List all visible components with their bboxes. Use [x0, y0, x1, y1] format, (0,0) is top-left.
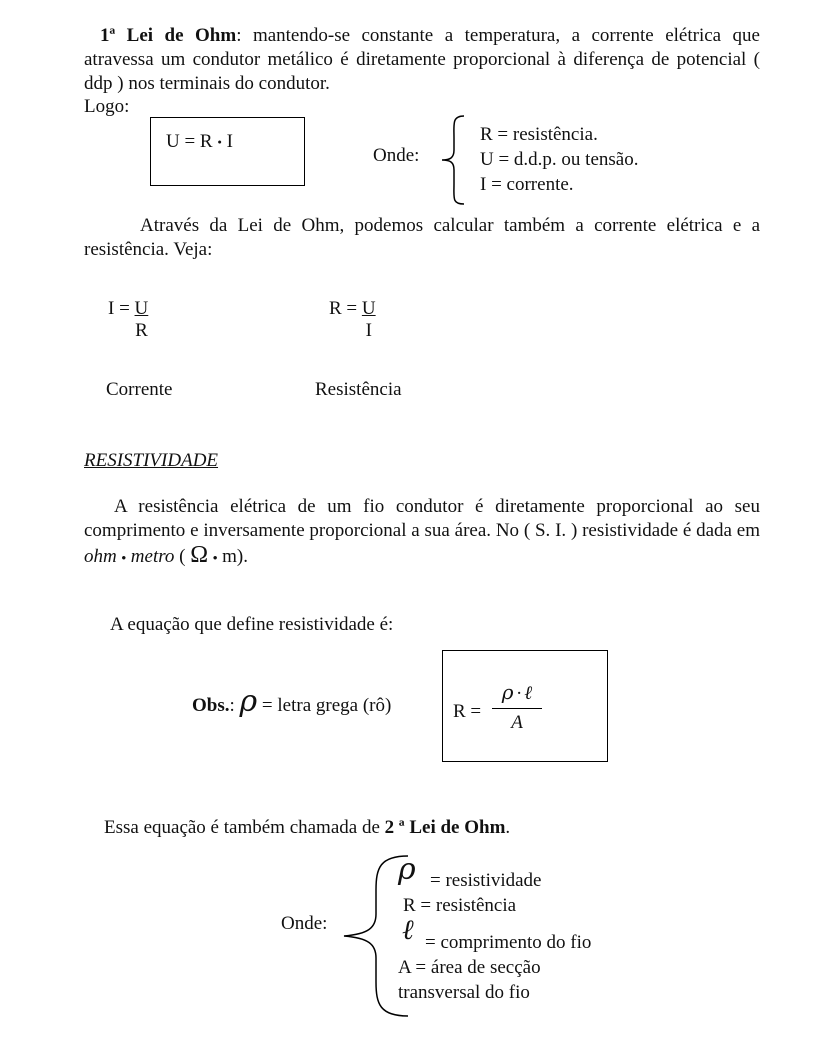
- obs-colon: :: [229, 695, 235, 716]
- resistencia-lhs: R =: [329, 298, 358, 319]
- formula-ohm-right: I: [226, 131, 233, 152]
- second-law-line: [104, 817, 510, 839]
- label-corrente: Corrente: [106, 379, 173, 400]
- lei-paragraph-text: Através da Lei de Ohm, podemos calcular também a corrente elétrica e a resistência. Veja:: [84, 215, 760, 260]
- resistividade-heading: RESISTIVIDADE: [84, 450, 219, 471]
- brace1-icon: [440, 114, 470, 206]
- onde2-label: Onde:: [281, 913, 328, 934]
- second-law-bold: 2 ª Lei de Ohm: [384, 817, 506, 838]
- formula-ohm-left: U = R: [166, 131, 213, 152]
- corrente-den: R: [135, 320, 148, 341]
- onde2-ell-line: [402, 913, 414, 947]
- onde1-label: Onde:: [373, 145, 420, 166]
- formula2-bar: [492, 708, 542, 709]
- onde2-rho-text: = resistividade: [430, 870, 542, 891]
- obs-label: Obs.: [192, 695, 230, 716]
- corrente-num: U: [134, 298, 149, 319]
- resistividade-text-a: A resistência elétrica de um fio condutor é diretamente proporcional ao seu comprimento e inversamente proporcional a sua área. No ( S. I. ) resistividade é dada em: [84, 496, 760, 541]
- unit-dot-2: •: [212, 550, 218, 565]
- obs-text: = letra grega (rô): [261, 695, 392, 716]
- intro-paragraph: [84, 24, 760, 96]
- second-law-end: .: [505, 817, 511, 838]
- onde2-rho: ρ: [398, 852, 416, 887]
- resistencia-num: U: [361, 298, 376, 319]
- obs-line: [192, 684, 391, 719]
- formula2-ell: ℓ: [524, 682, 533, 704]
- formula-resistencia: [329, 298, 376, 342]
- omega-symbol: Ω: [190, 542, 209, 568]
- intro-title: 1ª Lei de Ohm: [100, 25, 237, 46]
- onde2-a-text-2: transversal do fio: [398, 982, 530, 1003]
- obs-rho: ρ: [239, 684, 258, 719]
- unit-dot: •: [121, 550, 127, 565]
- onde2-a-text-1: A = área de secção: [398, 957, 541, 978]
- formula-corrente: [108, 298, 148, 342]
- onde1-item-r: R = resistência.: [480, 124, 598, 145]
- formula-ohm: [166, 131, 233, 153]
- formula2-den: A: [511, 712, 523, 733]
- second-law-text: Essa equação é também chamada de: [104, 817, 385, 838]
- formula2-rho: ρ: [501, 680, 514, 704]
- onde2-ell-text: = comprimento do fio: [425, 932, 592, 953]
- formula2-dot: ·: [516, 683, 522, 704]
- corrente-lhs: I =: [108, 298, 130, 319]
- equation-intro: A equação que define resistividade é:: [110, 614, 394, 635]
- resistividade-text-c: m).: [217, 546, 249, 567]
- unit-ohm: ohm: [84, 546, 117, 567]
- resistividade-paragraph: [84, 495, 760, 570]
- intro-text: : mantendo-se constante a temperatura, a corrente elétrica que atravessa um condutor metálico é diretamente proporcional à diferença de potencial ( ddp ) nos terminais do condutor.: [84, 25, 760, 94]
- lei-paragraph: [84, 214, 760, 262]
- label-resistencia: Resistência: [315, 379, 402, 400]
- formula2-lhs: R =: [453, 701, 482, 722]
- onde2-r-text: R = resistência: [403, 895, 517, 916]
- onde1-item-i: I = corrente.: [480, 174, 574, 195]
- onde1-item-u: U = d.d.p. ou tensão.: [480, 149, 639, 170]
- onde2-ell: ℓ: [402, 913, 414, 946]
- unit-metro: metro: [130, 546, 175, 567]
- logo-label: Logo:: [84, 96, 130, 117]
- resistencia-den: I: [365, 320, 372, 341]
- onde2-rho-line: [398, 852, 416, 887]
- formula2-numerator: [492, 680, 542, 705]
- resistividade-text-b: (: [174, 546, 191, 567]
- formula-ohm-dot: •: [217, 134, 222, 150]
